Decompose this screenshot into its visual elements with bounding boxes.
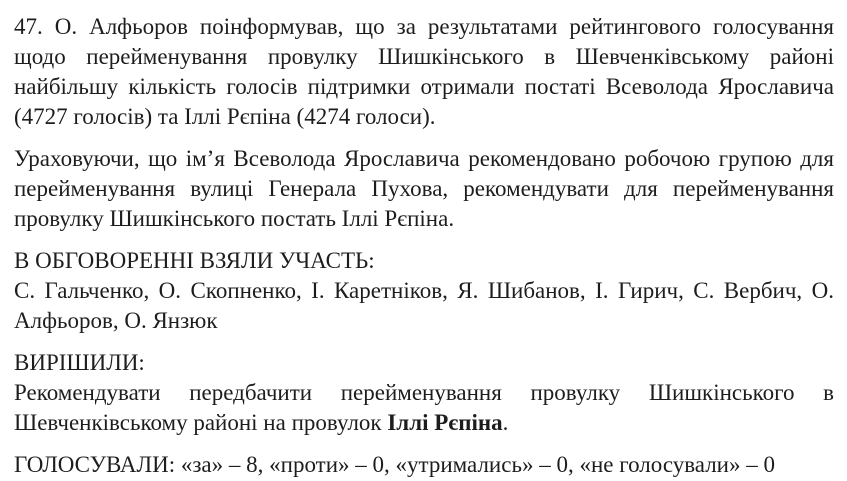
decision-new-name: Іллі Рєпіна <box>387 410 503 435</box>
paragraph-recommendation: Ураховуючи, що ім’я Всеволода Ярославича рекомендовано робочою групою для перейменування вулиці Генерала Пухова, рекомендувати для перейменування провулку Шишкінського постать Іллі Рєпіна. <box>14 146 834 231</box>
paragraph-vote-results: 47. О. Алфьоров поінформував, що за результатами рейтингового голосування щодо перейменування провулку Шишкінського в Шевченківському районі найбільшу кількість голосів підтримки отримали постаті Всеволода Ярославича (4727 голосів) та Іллі Рєпіна (4274 голоси). <box>14 14 834 129</box>
decision-heading: ВИРІШИЛИ: <box>14 350 145 375</box>
discussion-participants-heading: В ОБГОВОРЕННІ ВЗЯЛИ УЧАСТЬ: <box>14 248 375 273</box>
decision-text-suffix: . <box>502 410 509 435</box>
voting-results-line: ГОЛОСУВАЛИ: «за» – 8, «проти» – 0, «утримались» – 0, «не голосували» – 0 <box>14 452 775 477</box>
decision-text-prefix: Рекомендувати передбачити перейменування провулку Шишкінського в Шевченківському районі на провулок <box>14 380 834 435</box>
decision-paragraph <box>14 378 834 438</box>
participants-list: С. Гальченко, О. Скопненко, І. Каретніков, Я. Шибанов, І. Гирич, С. Вербич, О. Алфьоров, О. Янзюк <box>14 278 834 333</box>
